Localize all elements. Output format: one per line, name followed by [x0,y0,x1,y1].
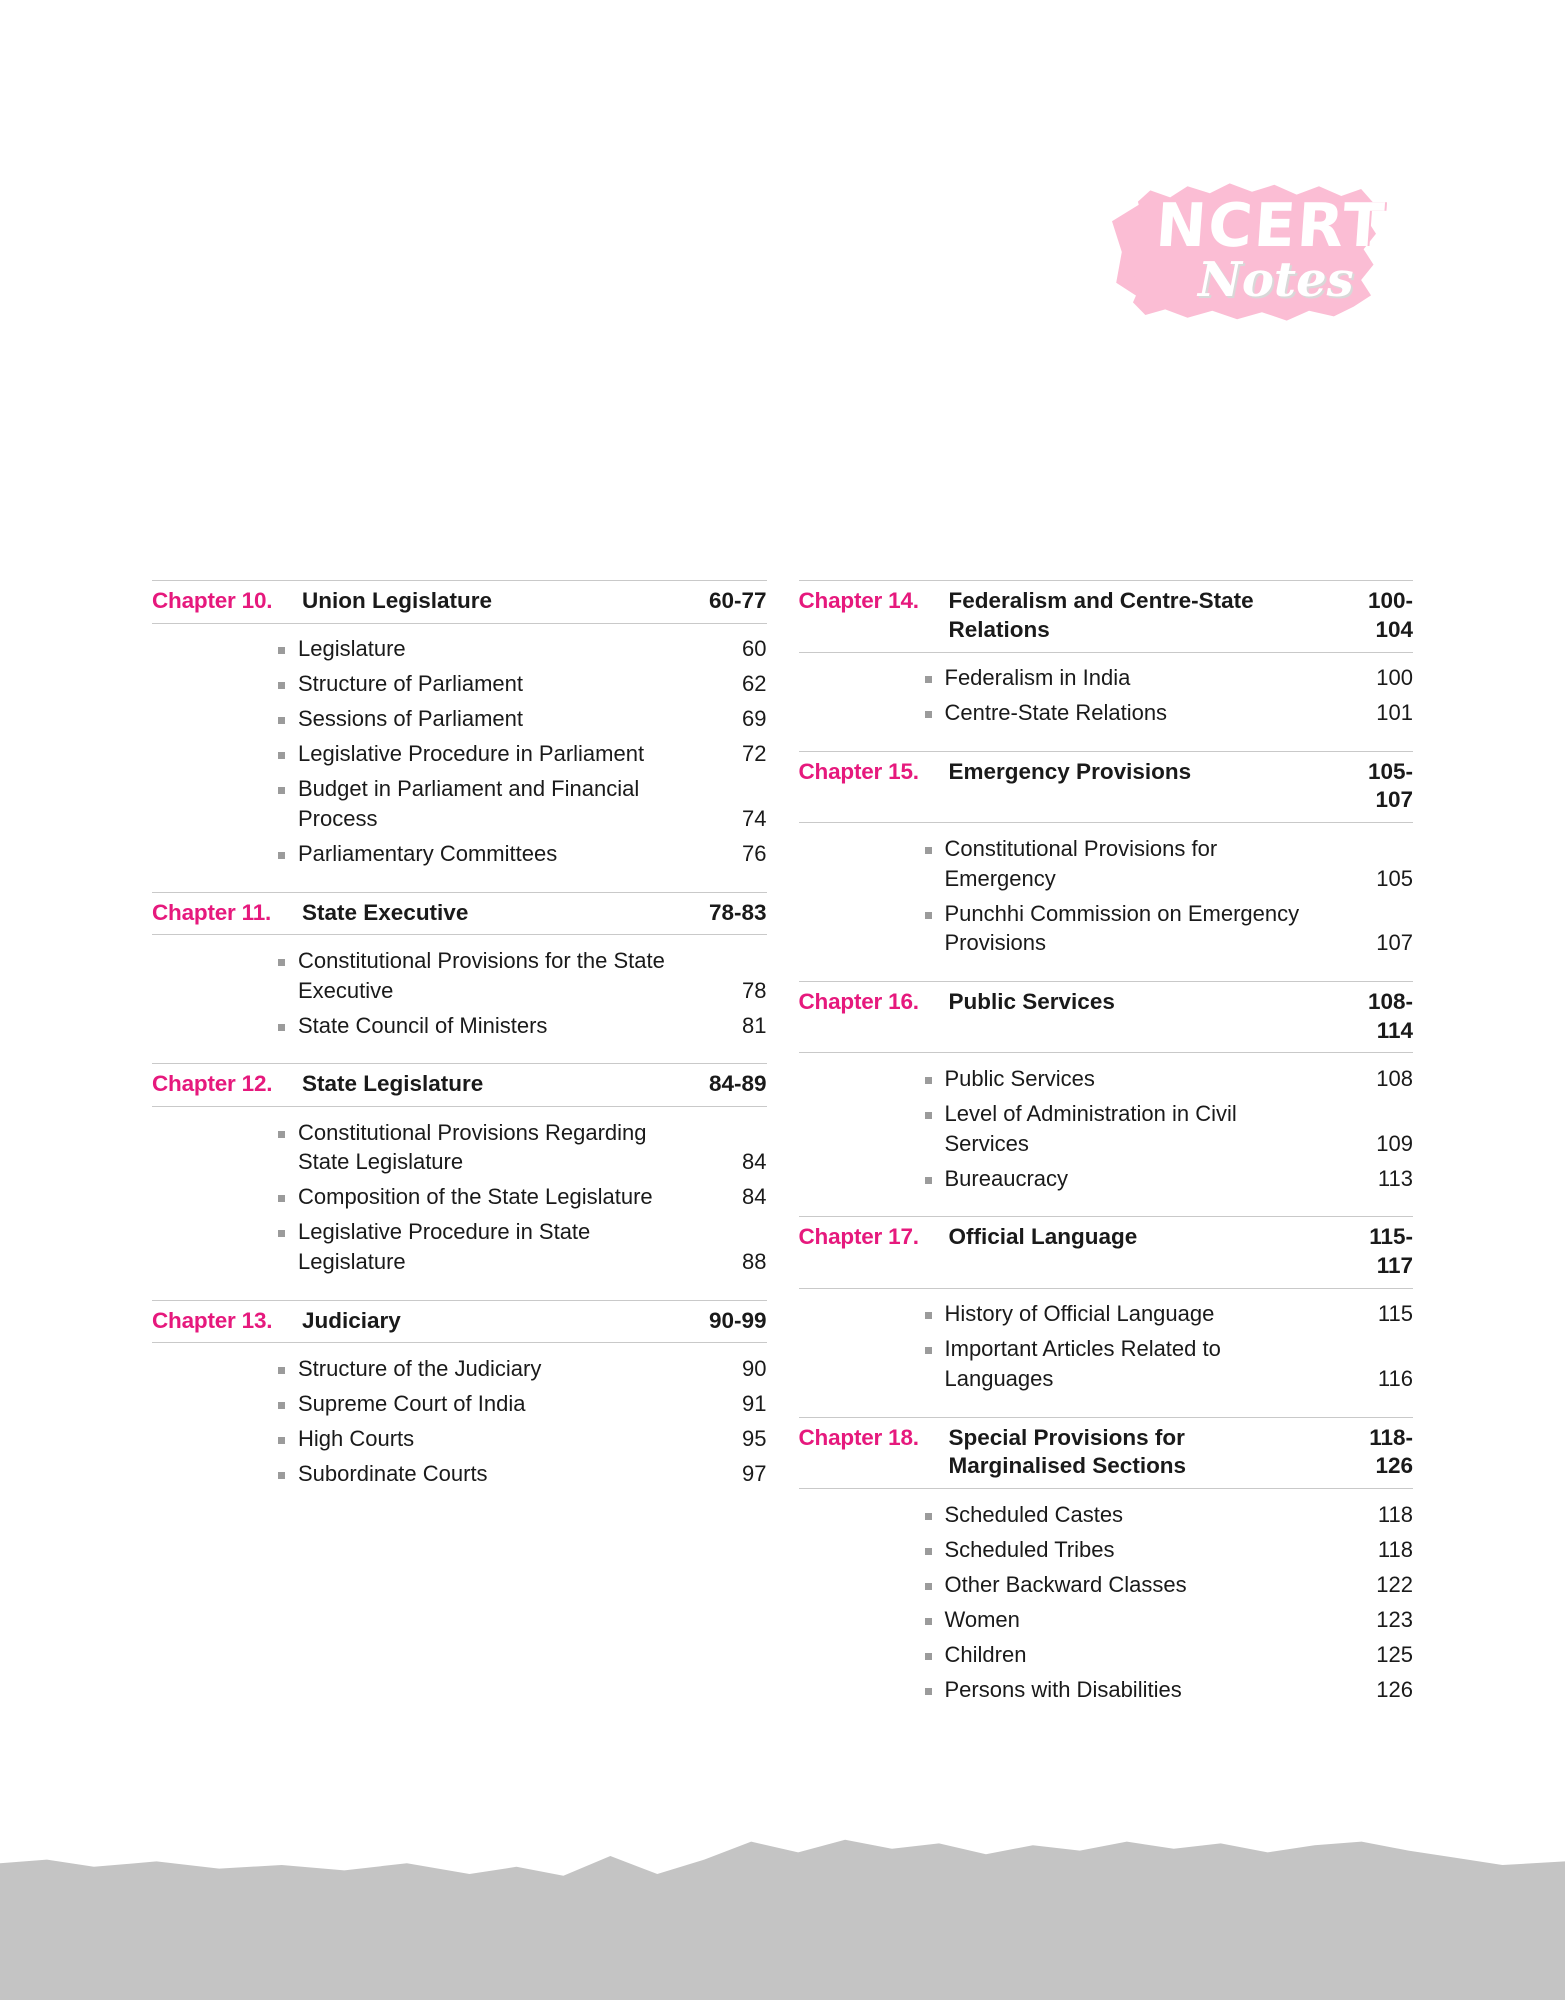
topic-title: Subordinate Courts [298,1460,488,1486]
topic-page-number: 84 [742,1184,767,1210]
logo-secondary-text: Notes [1198,252,1354,308]
topic-row[interactable] [799,661,1414,696]
toc-column-right [799,580,1414,1727]
topic-title: Sessions of Parliament [298,706,523,732]
topic-page-number: 88 [742,1249,767,1275]
square-bullet-icon [152,669,298,699]
chapter-topic-list [799,1055,1414,1212]
topic-row[interactable] [152,1115,767,1180]
topic-page-number: 115 [1377,1301,1413,1327]
chapter-block [152,580,767,888]
square-bullet-icon [152,946,298,976]
chapter-number: Chapter 14. [798,588,919,613]
topic-page-number: 101 [1376,700,1413,726]
chapter-number: Chapter 11. [152,899,272,925]
topic-row[interactable] [152,737,767,772]
topic-page-number: 123 [1376,1606,1413,1632]
chapter-block [152,892,767,1060]
chapter-number: Chapter 10. [152,588,273,613]
topic-title: Scheduled Tribes [944,1536,1115,1562]
chapter-block [152,1300,767,1508]
chapter-block [799,580,1414,747]
topic-row[interactable] [152,943,767,1008]
topic-title: Federalism in India [944,665,1131,691]
square-bullet-icon [152,1354,298,1384]
topic-title: Composition of the State Legislature [298,1184,653,1210]
topic-title: Children [944,1641,1027,1667]
chapter-number: Chapter 15. [798,758,919,784]
chapter-number: Chapter 12. [152,1071,273,1097]
topic-page-number: 109 [1376,1130,1413,1156]
topic-title: Bureaucracy [944,1165,1069,1191]
topic-title: Legislature [298,636,406,662]
chapter-title: State Legislature [302,1071,484,1097]
chapter-page-range: 108-114 [1367,988,1413,1043]
square-bullet-icon [799,1500,945,1530]
chapter-topic-list [799,1291,1414,1413]
chapter-header[interactable] [799,751,1414,824]
square-bullet-icon [152,739,298,769]
chapter-header[interactable] [152,580,767,624]
topic-page-number: 72 [742,741,767,767]
chapter-title: Federalism and Centre-State Relations [948,588,1254,642]
topic-title: Punchhi Commission on Emergency Provisions [944,900,1300,956]
topic-row[interactable] [799,1672,1414,1707]
topic-row[interactable] [152,837,767,872]
table-of-contents [0,580,1565,1727]
topic-title: Centre-State Relations [944,700,1168,726]
topic-row[interactable] [799,1602,1414,1637]
topic-title: Public Services [944,1065,1095,1091]
square-bullet-icon [799,1099,945,1129]
topic-page-number: 60 [742,636,767,662]
chapter-topic-list [152,626,767,888]
square-bullet-icon [152,704,298,734]
topic-row[interactable] [799,1637,1414,1672]
square-bullet-icon [799,899,945,929]
chapter-number: Chapter 16. [798,988,919,1014]
topic-row[interactable] [152,667,767,702]
topic-page-number: 125 [1376,1641,1413,1667]
square-bullet-icon [799,1570,945,1600]
topic-page-number: 118 [1377,1501,1413,1527]
square-bullet-icon [799,1640,945,1670]
chapter-block [799,751,1414,977]
topic-row[interactable] [799,896,1414,961]
square-bullet-icon [152,1459,298,1489]
topic-title: High Courts [298,1425,415,1451]
chapter-topic-list [799,825,1414,977]
footer-decorative-band [0,1820,1565,2000]
topic-title: Women [944,1606,1020,1632]
topic-page-number: 107 [1376,930,1413,956]
topic-row[interactable] [152,1421,767,1456]
square-bullet-icon [799,1535,945,1565]
chapter-page-range: 115-117 [1369,1224,1413,1279]
square-bullet-icon [799,698,945,728]
topic-title: Budget in Parliament and Financial Process [298,776,640,832]
chapter-block [152,1063,767,1295]
topic-title: Important Articles Related to Languages [944,1336,1221,1392]
topic-title: Scheduled Castes [944,1501,1124,1527]
chapter-topic-list [152,1109,767,1296]
square-bullet-icon [799,1334,945,1364]
topic-title: Constitutional Provisions for the State Executive [298,947,665,1003]
chapter-header[interactable] [152,892,767,936]
topic-title: Level of Administration in Civil Services [944,1100,1237,1156]
topic-page-number: 105 [1376,865,1413,891]
topic-title: Structure of Parliament [298,671,523,697]
topic-page-number: 74 [742,806,767,832]
toc-column-left [152,580,767,1727]
chapter-header[interactable] [799,981,1414,1054]
topic-page-number: 116 [1377,1366,1413,1392]
chapter-page-range: 118-126 [1369,1424,1413,1479]
topic-page-number: 97 [742,1461,767,1487]
topic-row[interactable] [152,1180,767,1215]
topic-page-number: 78 [742,977,767,1003]
chapter-topic-list [152,1345,767,1507]
topic-row[interactable] [152,702,767,737]
topic-title: History of Official Language [944,1301,1215,1327]
topic-title: State Council of Ministers [298,1012,548,1038]
chapter-number: Chapter 17. [798,1224,919,1250]
topic-page-number: 62 [742,671,767,697]
square-bullet-icon [152,1182,298,1212]
chapter-title: Union Legislature [302,588,493,613]
topic-row[interactable] [799,831,1414,896]
topic-page-number: 113 [1377,1165,1413,1191]
square-bullet-icon [799,663,945,693]
chapter-title: Emergency Provisions [948,758,1192,784]
chapter-block [799,1417,1414,1724]
chapter-number: Chapter 13. [152,1307,273,1333]
chapter-title: Special Provisions for Marginalised Sections [948,1424,1187,1479]
square-bullet-icon [152,1011,298,1041]
topic-page-number: 95 [742,1426,767,1452]
chapter-page-range: 105-107 [1367,758,1413,813]
chapter-header[interactable] [152,1063,767,1107]
topic-title: Constitutional Provisions Regarding State Legislature [298,1119,647,1175]
topic-title: Persons with Disabilities [944,1676,1182,1702]
topic-row[interactable] [799,1567,1414,1602]
topic-title: Structure of the Judiciary [298,1355,542,1381]
topic-page-number: 118 [1377,1536,1413,1562]
topic-row[interactable] [799,1332,1414,1397]
topic-row[interactable] [152,1215,767,1280]
chapter-title: Official Language [948,1224,1138,1250]
topic-page-number: 126 [1376,1676,1413,1702]
topic-row[interactable] [799,1061,1414,1096]
topic-page-number: 91 [742,1391,767,1417]
topic-row[interactable] [152,1008,767,1043]
topic-row[interactable] [799,1532,1414,1567]
topic-row[interactable] [799,1497,1414,1532]
topic-title: Parliamentary Committees [298,841,558,867]
square-bullet-icon [152,1217,298,1247]
chapter-page-range: 78-83 [708,899,767,925]
topic-page-number: 76 [742,841,767,867]
topic-title: Legislative Procedure in Parliament [298,741,645,767]
topic-title: Legislative Procedure in State Legislature [298,1219,591,1275]
square-bullet-icon [152,1118,298,1148]
square-bullet-icon [799,1299,945,1329]
chapter-page-range: 84-89 [708,1071,767,1097]
chapter-topic-list [799,1491,1414,1723]
chapter-page-range: 100-104 [1367,588,1413,642]
topic-page-number: 100 [1376,665,1413,691]
topic-page-number: 81 [742,1012,767,1038]
topic-page-number: 122 [1376,1571,1413,1597]
topic-row[interactable] [152,1456,767,1491]
chapter-title: State Executive [302,899,469,925]
square-bullet-icon [799,1164,945,1194]
square-bullet-icon [152,1424,298,1454]
topic-row[interactable] [799,1297,1414,1332]
topic-page-number: 108 [1376,1066,1413,1091]
topic-page-number: 69 [742,706,767,732]
chapter-topic-list [799,655,1414,747]
chapter-header[interactable] [152,1300,767,1344]
chapter-header[interactable] [799,1417,1414,1490]
square-bullet-icon [152,634,298,664]
square-bullet-icon [799,1064,945,1094]
topic-page-number: 90 [742,1356,767,1382]
topic-row[interactable] [799,696,1414,731]
topic-title: Supreme Court of India [298,1390,526,1416]
chapter-topic-list [152,937,767,1059]
topic-title: Other Backward Classes [944,1571,1187,1597]
topic-row[interactable] [799,1161,1414,1196]
chapter-block [799,981,1414,1212]
topic-row[interactable] [152,632,767,667]
topic-row[interactable] [152,1351,767,1386]
chapter-block [799,1216,1414,1412]
square-bullet-icon [799,1605,945,1635]
logo-primary-text: NCERT [1153,191,1389,261]
topic-page-number: 84 [742,1149,767,1175]
chapter-header[interactable] [799,1216,1414,1289]
topic-row[interactable] [152,772,767,837]
square-bullet-icon [152,774,298,804]
square-bullet-icon [799,1675,945,1705]
topic-row[interactable] [799,1096,1414,1161]
topic-row[interactable] [152,1386,767,1421]
square-bullet-icon [152,1389,298,1419]
ncert-notes-logo [1128,182,1389,322]
chapter-page-range: 90-99 [708,1307,767,1333]
chapter-page-range: 60-77 [708,588,767,613]
topic-title: Constitutional Provisions for Emergency [944,835,1218,891]
square-bullet-icon [799,834,945,864]
chapter-number: Chapter 18. [798,1424,919,1450]
chapter-header[interactable] [799,580,1414,653]
chapter-title: Public Services [948,988,1115,1014]
chapter-title: Judiciary [302,1307,401,1333]
square-bullet-icon [152,839,298,869]
